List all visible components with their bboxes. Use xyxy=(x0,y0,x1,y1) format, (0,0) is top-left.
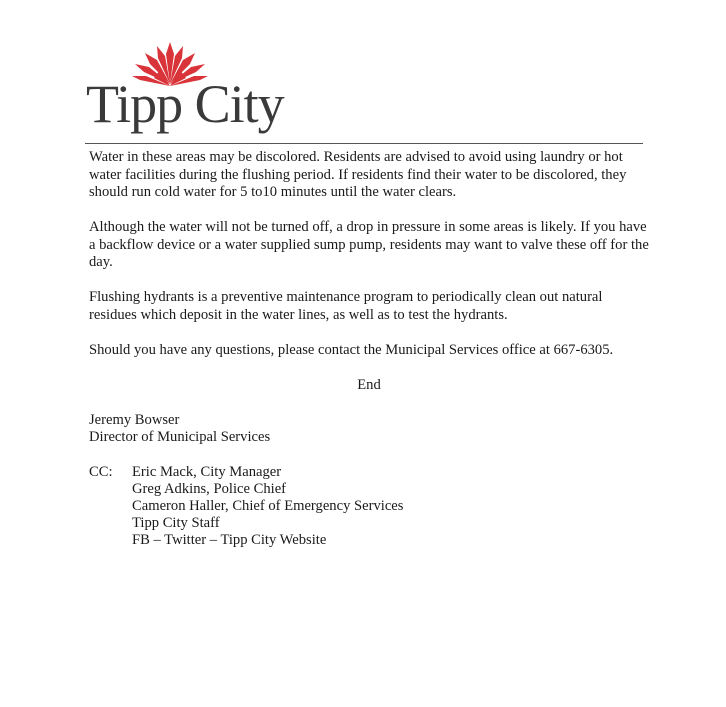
paragraph-discoloration: Water in these areas may be discolored. Residents are advised to avoid using laundry or hot water facilities during the flushing period. If residents find their water to be discolored, they should run cold water for 5 to10 minutes until the water clears. xyxy=(89,149,627,200)
cc-recipient: Tipp City Staff xyxy=(132,515,220,531)
tipp-city-logo xyxy=(86,40,296,140)
logo-wordmark: Tipp City xyxy=(86,74,284,134)
letter-body xyxy=(89,149,649,549)
cc-recipient: FB – Twitter – Tipp City Website xyxy=(132,532,327,548)
end-marker: End xyxy=(357,376,381,393)
signature-block xyxy=(89,412,649,447)
cc-recipient: Cameron Haller, Chief of Emergency Services xyxy=(132,498,404,514)
cc-block xyxy=(89,464,649,549)
cc-recipient: Greg Adkins, Police Chief xyxy=(132,481,287,497)
cc-recipient-list xyxy=(132,464,403,549)
paragraph-contact: Should you have any questions, please contact the Municipal Services office at 667-6305. xyxy=(89,341,614,358)
header-divider xyxy=(85,143,643,144)
cc-recipient: Eric Mack, City Manager xyxy=(132,464,282,480)
cc-label: CC: xyxy=(89,464,113,480)
signature-title: Director of Municipal Services xyxy=(89,429,271,445)
paragraph-maintenance: Flushing hydrants is a preventive maintenance program to periodically clean out natural residues which deposit in the water lines, as well as to test the hydrants. xyxy=(89,289,603,323)
signature-name: Jeremy Bowser xyxy=(89,411,180,428)
paragraph-pressure: Although the water will not be turned off, a drop in pressure in some areas is likely. If you have a backflow device or a water supplied sump pump, residents may want to valve these off for the day. xyxy=(89,219,649,270)
